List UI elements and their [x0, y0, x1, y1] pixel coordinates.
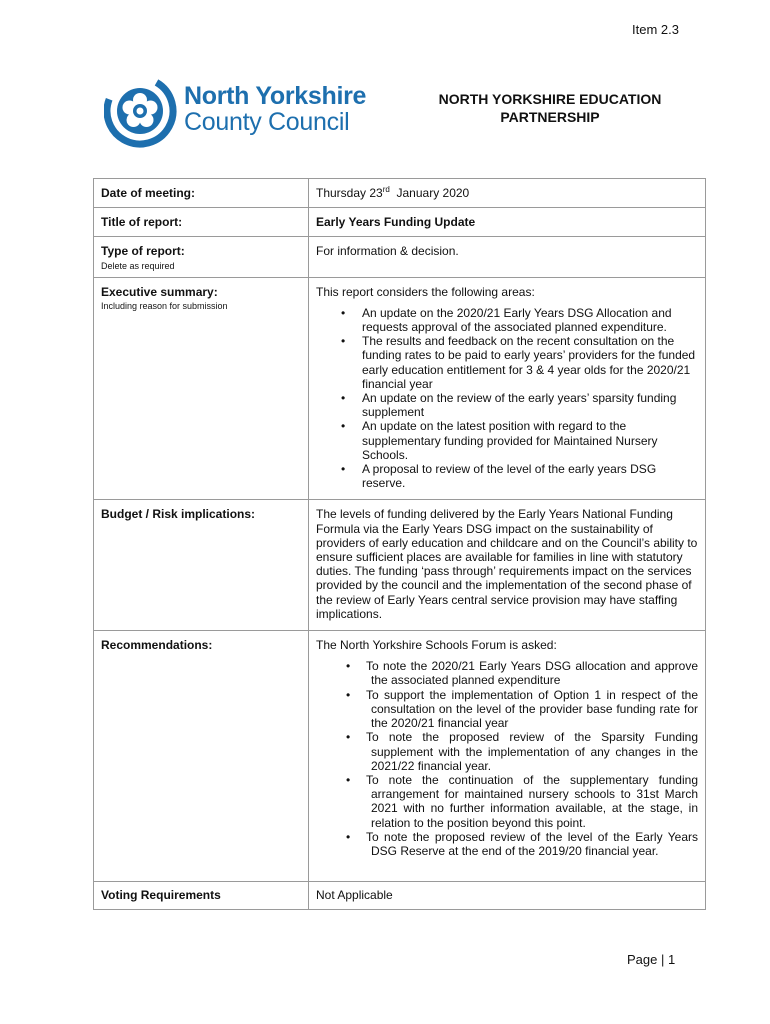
row-label: Executive summary: Including reason for submission	[94, 277, 309, 500]
report-type: For information & decision.	[309, 237, 706, 277]
table-row	[94, 631, 706, 882]
row-label: Title of report:	[94, 208, 309, 237]
row-label: Budget / Risk implications:	[94, 500, 309, 631]
recommendations	[309, 631, 706, 882]
voting-requirements: Not Applicable	[309, 882, 706, 910]
row-label: Recommendations:	[94, 631, 309, 882]
table-row	[94, 500, 706, 631]
page-number: Page | 1	[627, 952, 676, 967]
row-sublabel: Including reason for submission	[101, 300, 228, 311]
report-title: Early Years Funding Update	[309, 208, 706, 237]
list-item: • To note the proposed review of the Sparsity Funding supplement with the implementation of any changes in the 2021/22 financial year.	[366, 730, 698, 773]
table-row	[94, 237, 706, 277]
list-item: • To note the 2020/21 Early Years DSG allocation and approve the associated planned expenditure	[366, 659, 698, 687]
list-item: • An update on the 2020/21 Early Years DSG Allocation and requests approval of the associated planned expenditure.	[362, 306, 698, 334]
table-row	[94, 277, 706, 500]
list-item: • An update on the latest position with regard to the supplementary funding provided for Maintained Nursery Schools.	[362, 419, 698, 462]
report-cover-table	[93, 178, 706, 910]
list-item: • To note the proposed review of the level of the Early Years DSG Reserve at the end of the 2019/20 financial year.	[366, 830, 698, 858]
list-item: • The results and feedback on the recent consultation on the funding rates to be paid to early years’ providers for the funded early education entitlement for 3 & 4 year olds for the 2020/21 financial year	[362, 334, 698, 391]
summary-intro: This report considers the following areas:	[316, 284, 535, 299]
executive-summary	[309, 277, 706, 500]
row-label: Type of report: Delete as required	[94, 237, 309, 277]
logo-line-2: County Council	[184, 108, 350, 136]
table-row	[94, 882, 706, 910]
summary-list	[316, 306, 698, 491]
recommendations-intro: The North Yorkshire Schools Forum is asked:	[316, 638, 557, 653]
row-sublabel: Delete as required	[101, 260, 175, 271]
row-label: Voting Requirements	[94, 882, 309, 910]
rose-emblem-icon	[104, 72, 180, 150]
meeting-date: Thursday 23rd January 2020	[309, 179, 706, 208]
council-logo	[104, 72, 394, 150]
recommendations-list	[316, 659, 698, 858]
list-item: • To support the implementation of Option 1 in respect of the consultation on the level of the provider base funding rate for the 2020/21 financial year	[366, 688, 698, 731]
list-item: • To note the continuation of the supplementary funding arrangement for maintained nursery schools to 31st March 2021 with no further information available, at the stage, in relation to the position beyond this point.	[366, 773, 698, 830]
item-number: Item 2.3	[632, 22, 679, 37]
list-item: • An update on the review of the early years’ sparsity funding supplement	[362, 391, 698, 419]
table-row	[94, 179, 706, 208]
list-item: • A proposal to review of the level of the early years DSG reserve.	[362, 462, 698, 490]
document-title: NORTH YORKSHIRE EDUCATION PARTNERSHIP	[438, 91, 662, 125]
row-label: Date of meeting:	[94, 179, 309, 208]
table-row	[94, 208, 706, 237]
budget-risk-text: The levels of funding delivered by the Early Years National Funding Formula via the Early Years DSG impact on the sustainability of providers of early education and childcare and on the Council’s ability to ensure sufficient places are available for families in line with statutory duties. The funding ‘pass through’ requirements impact on the services provided by the council and the implementation of the second phase of the review of Early Years central service provision may have staffing implications.	[309, 500, 706, 631]
logo-line-1: North Yorkshire	[184, 82, 367, 110]
